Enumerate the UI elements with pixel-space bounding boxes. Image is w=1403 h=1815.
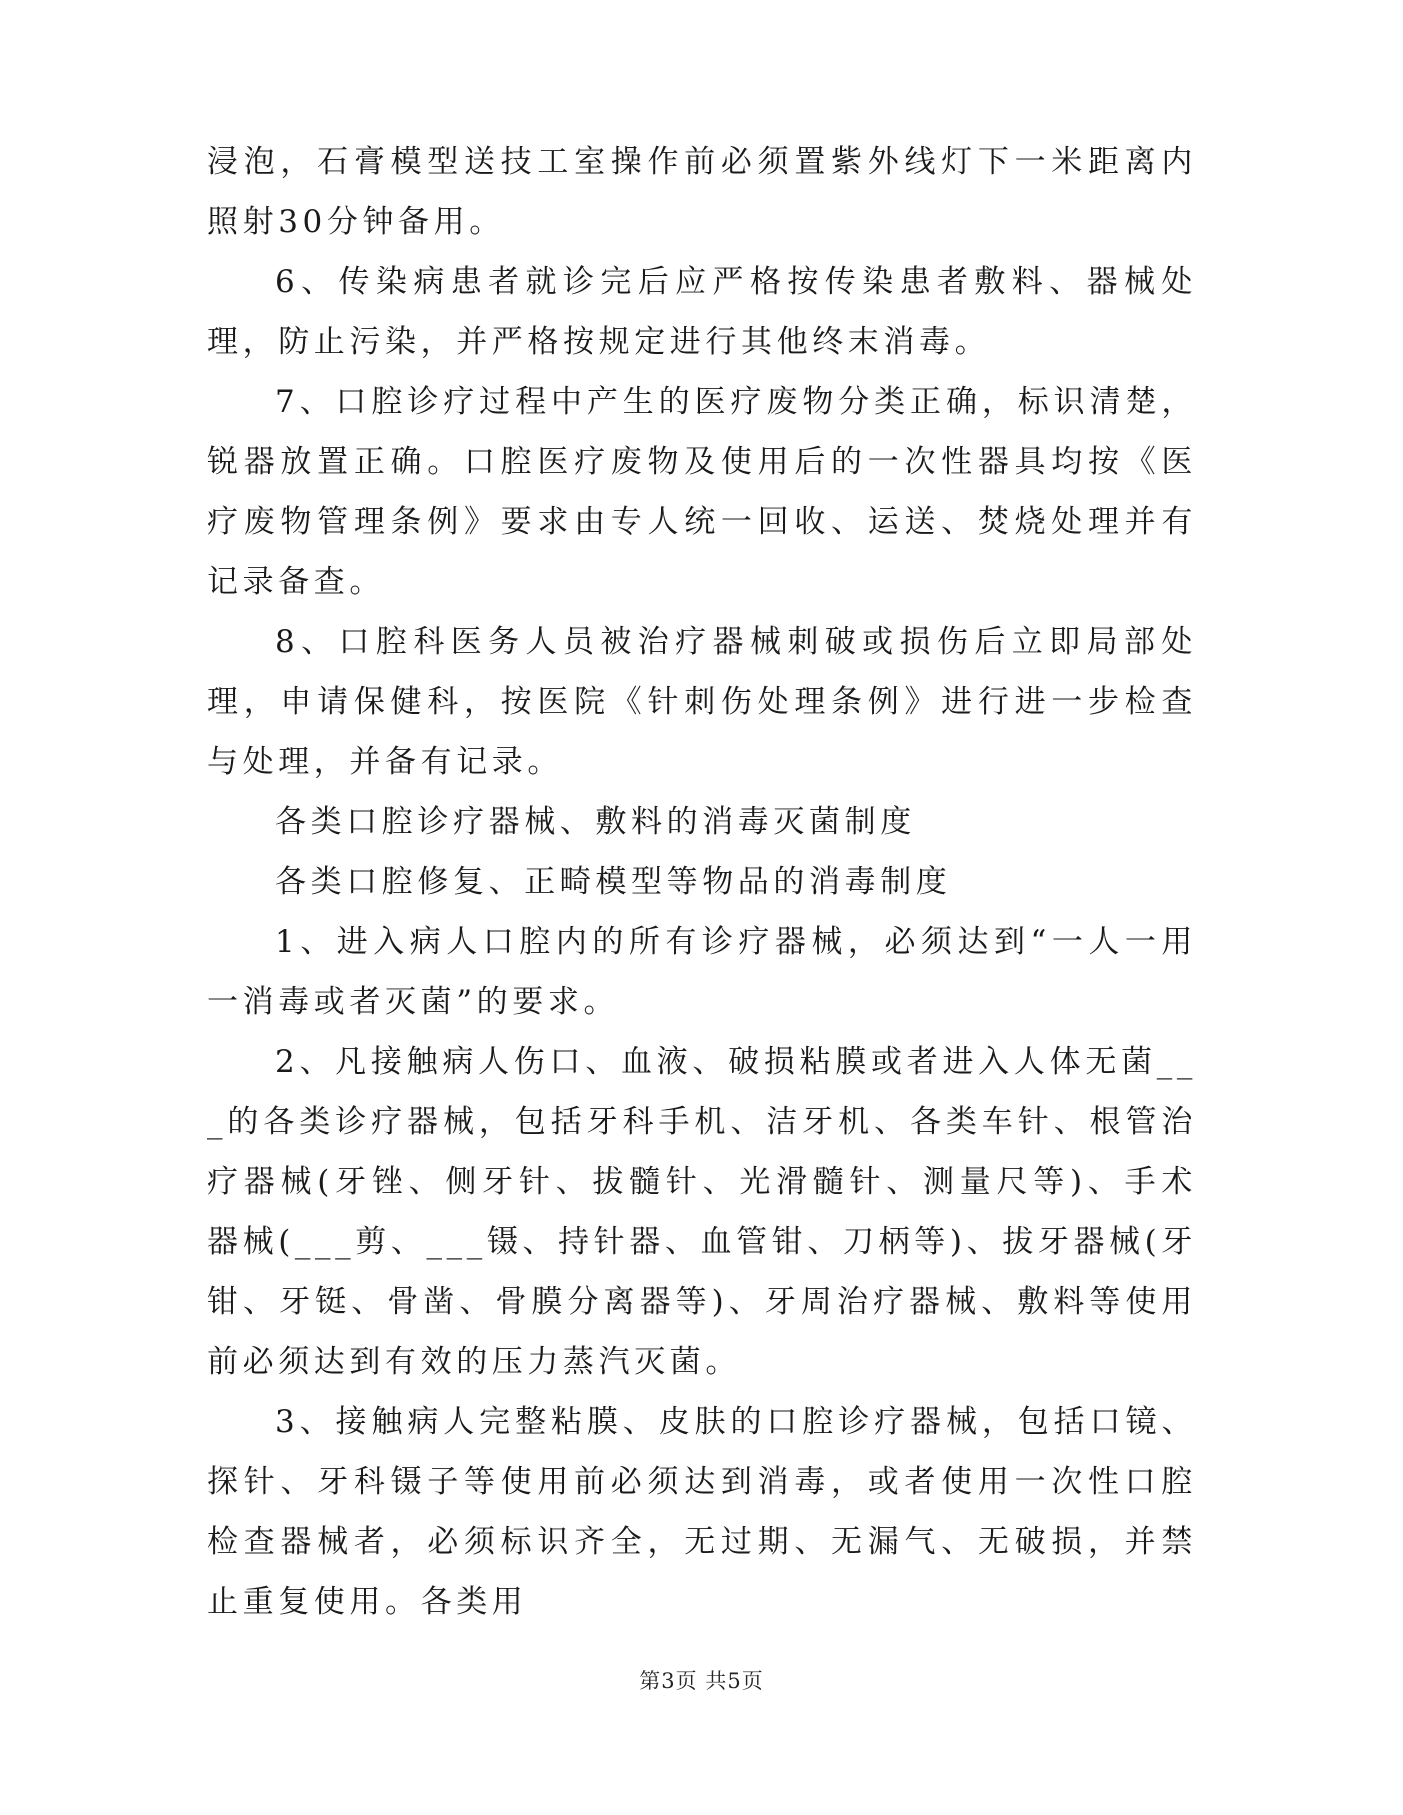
page-number-footer: 第3页 共5页 (639, 1669, 764, 1693)
paragraph-6: 2、凡接触病人伤口、血液、破损粘膜或者进入人体无菌___的各类诊疗器械，包括牙科手机、洁牙机、各类车针、根管治疗器械(牙锉、侧牙针、拔髓针、光滑髓针、测量尺等)、手术器械(___剪、___镊、持针器、血管钳、刀柄等)、拔牙器械(牙钳、牙铤、骨凿、骨膜分离器等)、牙周治疗器械、敷料等使用前必须达到有效的压力蒸汽灭菌。 (207, 1044, 1197, 1380)
paragraph-3: 7、口腔诊疗过程中产生的医疗废物分类正确，标识清楚，锐器放置正确。口腔医疗废物及使用后的一次性器具均按《医疗废物管理条例》要求由专人统一回收、运送、焚烧处理并有记录备查。 (207, 384, 1197, 600)
paragraph-1: 浸泡，石膏模型送技工室操作前必须置紫外线灯下一米距离内照射30分钟备用。 (207, 144, 1197, 240)
paragraph-4: 8、口腔科医务人员被治疗器械刺破或损伤后立即局部处理，申请保健科，按医院《针刺伤处理条例》进行进一步检查与处理，并备有记录。 (207, 624, 1197, 780)
section-heading-1: 各类口腔诊疗器械、敷料的消毒灭菌制度 (275, 804, 916, 840)
section-heading-2: 各类口腔修复、正畸模型等物品的消毒制度 (275, 864, 952, 900)
paragraph-5: 1、进入病人口腔内的所有诊疗器械，必须达到“一人一用一消毒或者灭菌”的要求。 (207, 924, 1197, 1020)
paragraph-2: 6、传染病患者就诊完后应严格按传染患者敷料、器械处理，防止污染，并严格按规定进行其他终末消毒。 (207, 264, 1197, 360)
document-body (207, 132, 1197, 1632)
paragraph-7: 3、接触病人完整粘膜、皮肤的口腔诊疗器械，包括口镜、探针、牙科镊子等使用前必须达到消毒，或者使用一次性口腔检查器械者，必须标识齐全，无过期、无漏气、无破损，并禁止重复使用。各类用 (207, 1404, 1197, 1620)
